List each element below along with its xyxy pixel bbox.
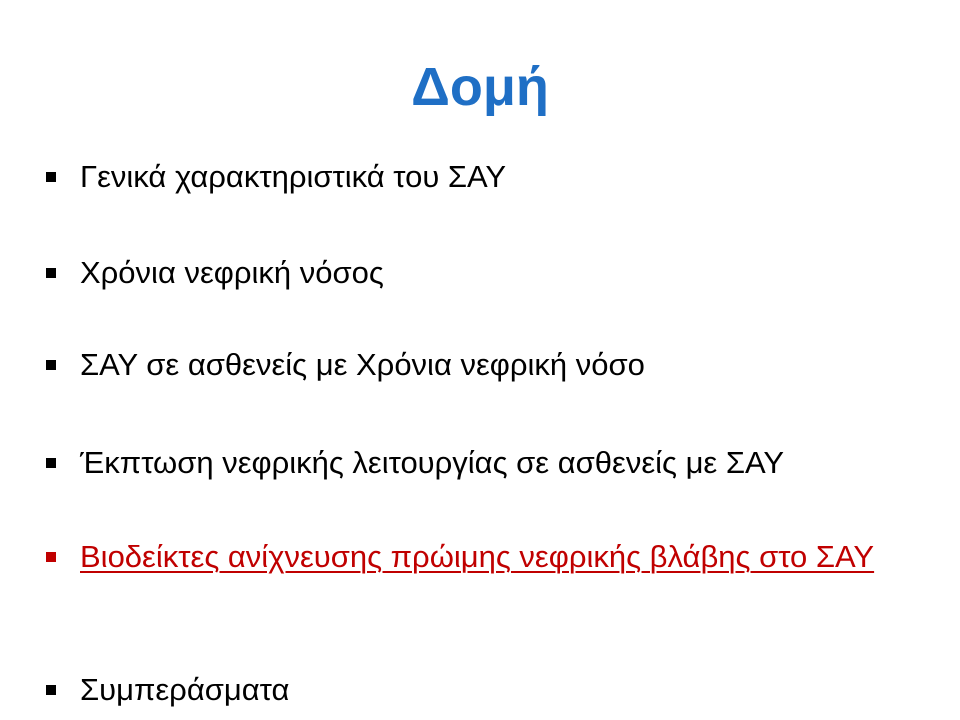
bullet-item-conclusions (46, 670, 936, 710)
square-bullet-icon (46, 360, 56, 370)
bullet-text: Χρόνια νεφρική νόσος (80, 255, 384, 290)
bullet-text: Συμπεράσματα (80, 672, 290, 707)
square-bullet-icon (46, 685, 56, 695)
square-bullet-icon (46, 268, 56, 278)
square-bullet-icon (46, 552, 56, 562)
bullet-text: ΣΑΥ σε ασθενείς με Χρόνια νεφρική νόσο (80, 347, 645, 382)
biomarkers-link[interactable]: Βιοδείκτες ανίχνευσης πρώιμης νεφρικής βλάβης στο ΣΑΥ (80, 539, 875, 574)
square-bullet-icon (46, 172, 56, 182)
bullet-item-renal-function-decline (46, 443, 936, 483)
bullet-text: Γενικά χαρακτηριστικά του ΣΑΥ (80, 159, 507, 194)
slide-title: Δομή (411, 57, 549, 117)
bullet-item-patients-with-ckd (46, 345, 936, 385)
bullet-item-biomarkers-link[interactable] (46, 537, 936, 577)
square-bullet-icon (46, 458, 56, 468)
bullet-item-chronic-kidney-disease (46, 253, 936, 293)
bullet-text: Έκπτωση νεφρικής λειτουργίας σε ασθενείς με ΣΑΥ (80, 445, 785, 480)
bullet-item-general-characteristics (46, 157, 936, 197)
